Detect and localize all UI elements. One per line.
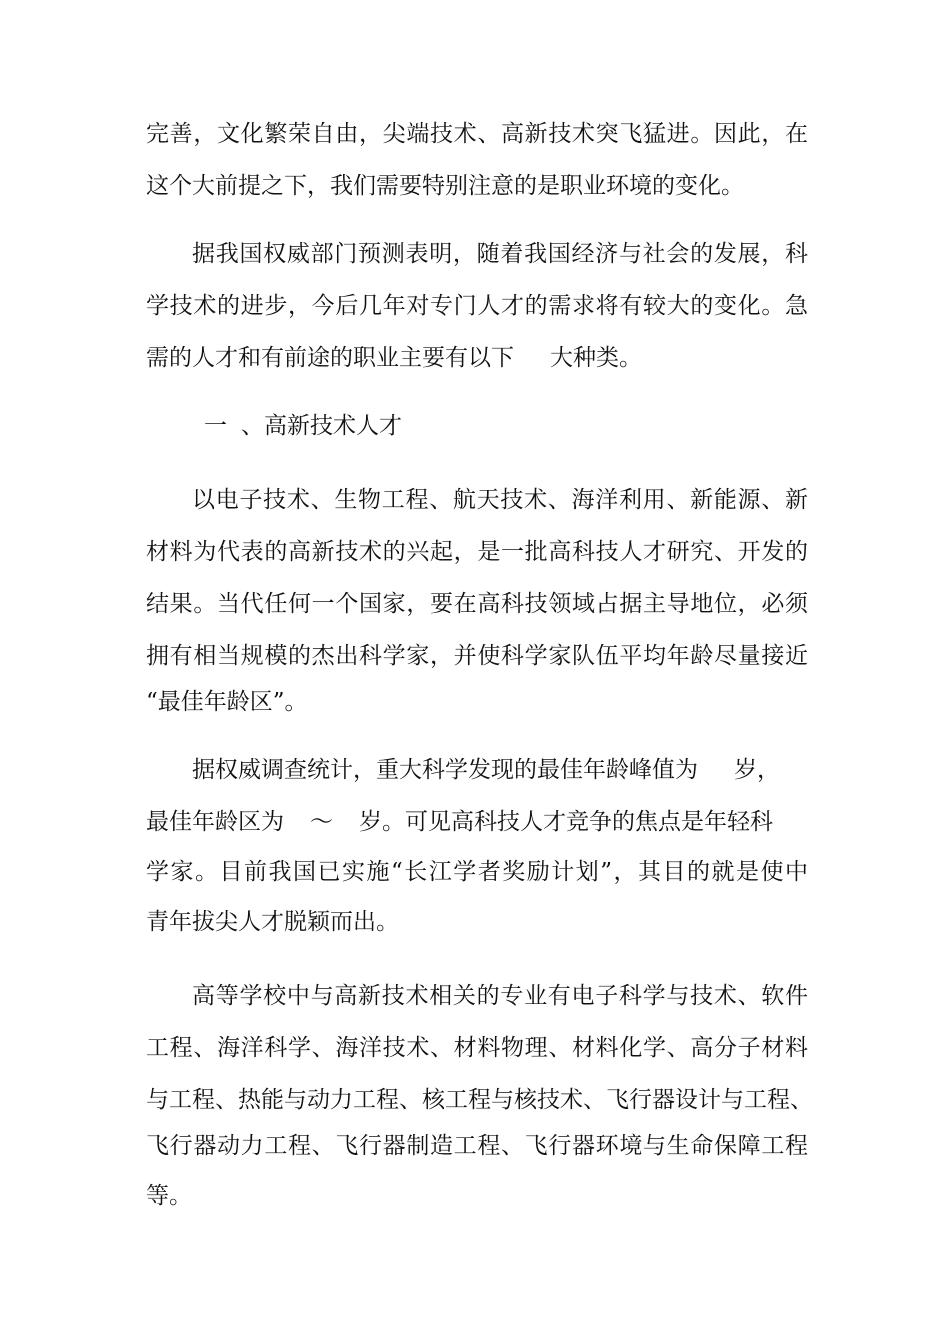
paragraph-line (146, 340, 808, 376)
paragraph-line: 工程、海洋科学、海洋技术、材料物理、材料化学、高分子材料 (146, 1035, 808, 1061)
paragraph-line: 学技术的进步，今后几年对专门人才的需求将有较大的变化。急 (146, 293, 808, 319)
paragraph-line: 高等学校中与高新技术相关的专业有电子科学与技术、软件 (192, 983, 808, 1009)
paragraph-line: 青年拔尖人才脱颖而出。 (146, 909, 399, 935)
paragraph-line: 拥有相当规模的杰出科学家，并使科学家队伍平均年龄尽量接近 (146, 643, 808, 669)
paragraph-line: 飞行器动力工程、飞行器制造工程、飞行器环境与生命保障工程 (146, 1133, 808, 1159)
heading-title: 、高新技术人才 (241, 413, 402, 439)
paragraph-line: 完善，文化繁荣自由，尖端技术、高新技术突飞猛进。因此，在 (146, 121, 808, 147)
text-segment: 需的人才和有前途的职业主要有以下 (146, 345, 514, 371)
paragraph-line: 据我国权威部门预测表明，随着我国经济与社会的发展，科 (192, 241, 808, 267)
paragraph-line: 以电子技术、生物工程、航天技术、海洋利用、新能源、新 (192, 487, 808, 513)
paragraph-line (192, 752, 808, 788)
text-segment: 大种类。 (550, 345, 642, 371)
paragraph-line: 与工程、热能与动力工程、核工程与核技术、飞行器设计与工程、 (146, 1087, 813, 1113)
paragraph-line (146, 804, 808, 840)
section-heading (204, 408, 604, 444)
text-segment: 据权威调查统计，重大科学发现的最佳年龄峰值为 (192, 757, 698, 783)
text-segment: 最佳年龄区为 (146, 809, 284, 835)
paragraph-line: 这个大前提之下，我们需要特别注意的是职业环境的变化。 (146, 173, 744, 199)
paragraph-line: 等。 (146, 1183, 192, 1209)
paragraph-line: “最佳年龄区”。 (146, 689, 308, 715)
paragraph-line: 材料为代表的高新技术的兴起，是一批高科技人才研究、开发的 (146, 539, 808, 565)
paragraph-line: 学家。目前我国已实施“长江学者奖励计划”，其目的就是使中 (146, 859, 808, 885)
paragraph-line: 结果。当代任何一个国家，要在高科技领域占据主导地位，必须 (146, 591, 808, 617)
text-segment: 岁。可见高科技人才竞争的焦点是年轻科 (359, 809, 773, 835)
heading-number: 一 (204, 413, 227, 439)
text-segment: ～ (310, 809, 333, 835)
text-segment: 岁， (734, 757, 780, 783)
